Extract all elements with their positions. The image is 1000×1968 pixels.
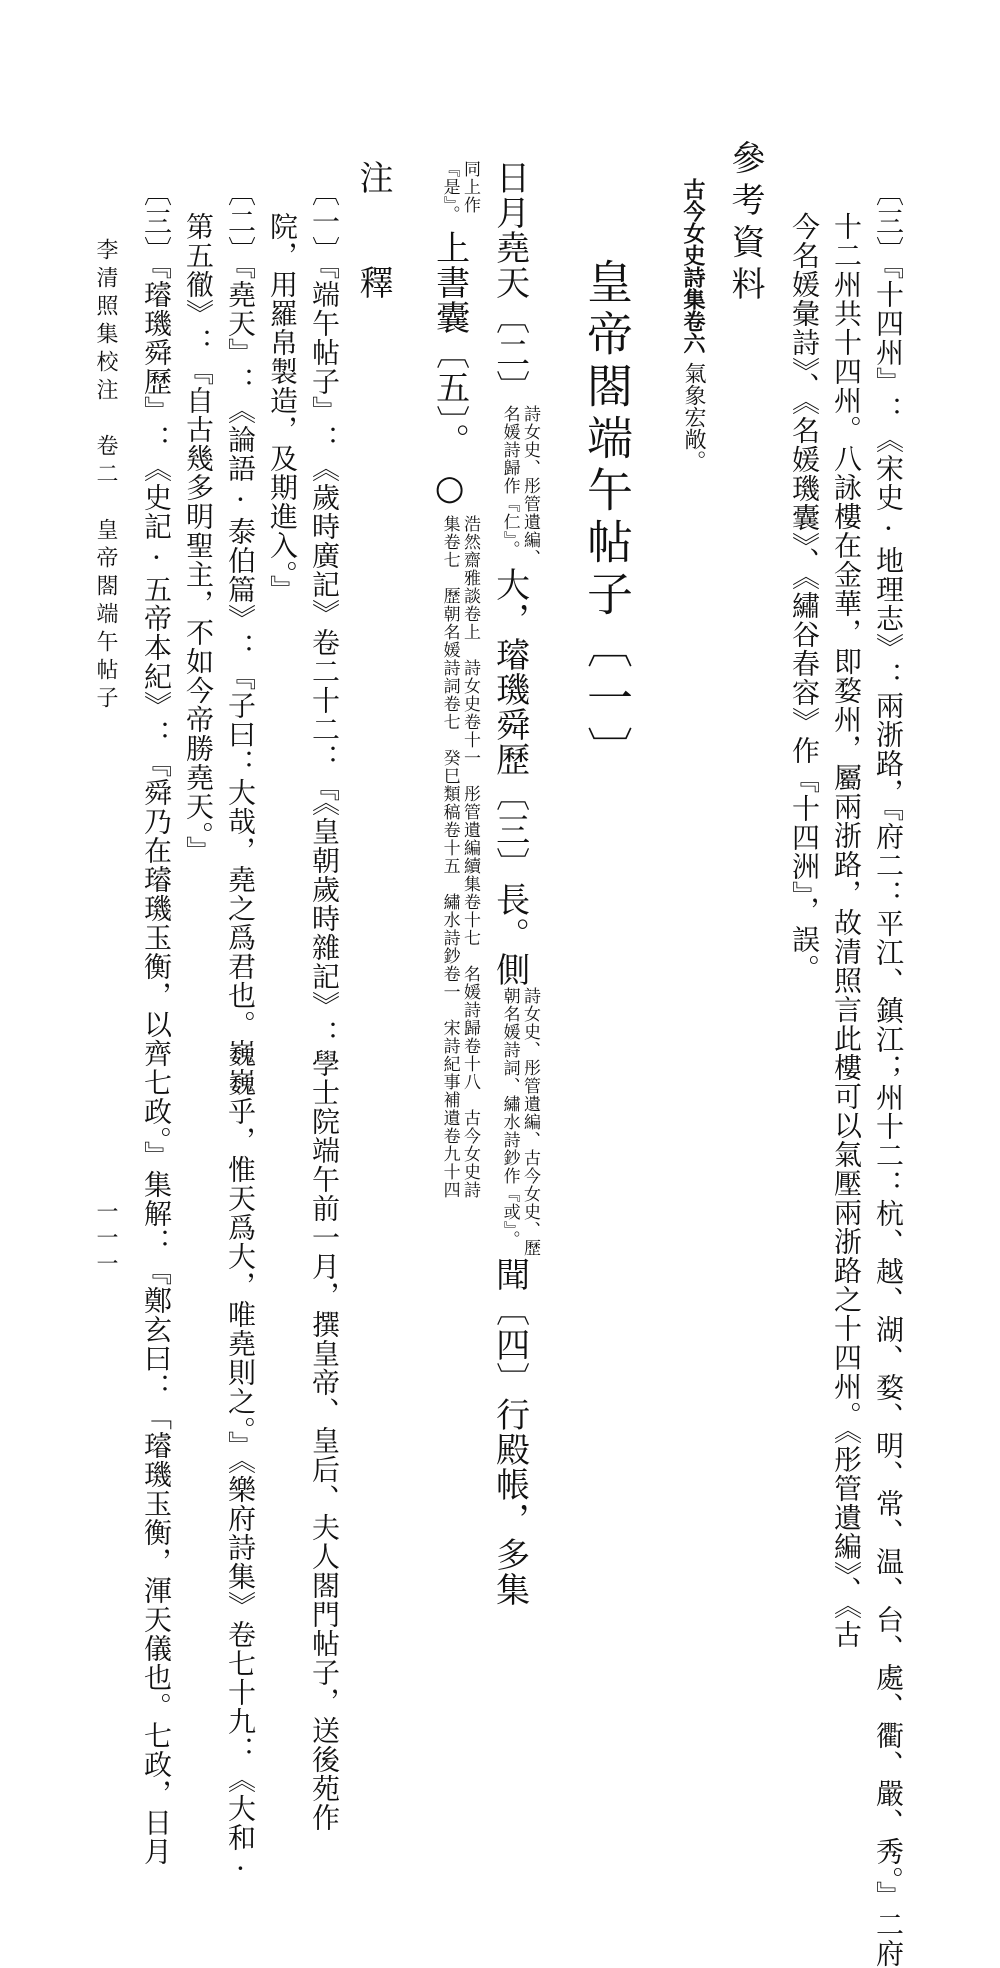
poem-line2-main: 上書囊〔五〕。	[429, 229, 470, 458]
poem-line2-sources: 浩然齋雅談卷上 詩女史卷十一 彤管遺編續集卷十七 名媛詩歸卷十八 古今女史詩 集卷七 歷朝名媛詩詞卷七 癸巳類稿卷十五 繡水詩鈔卷一 宋詩紀事補遺卷九十四	[439, 514, 480, 1199]
ref-source	[682, 178, 704, 472]
note3-col1: 〔三〕『璿璣舜歷』：《史記·五帝本紀》：『舜乃在璿璣玉衡，以齊七政。』集解：『鄭玄曰：「璿璣玉衡，渾天儀也。七政，日月	[140, 178, 173, 1866]
ref-source-comment: 氣象宏敞。	[681, 362, 706, 472]
page-number: 一一一	[93, 1200, 118, 1278]
note1-col1: 〔一〕『端午帖子』：《歲時廣記》卷二十二：『《皇朝歲時雜記》：學士院端午前一月，撰皇帝、皇后、夫人閤門帖子，送後苑作	[308, 178, 341, 1832]
poem-line1-note: 詩女史、彤管遺編、 名媛詩歸作『仁』。	[499, 405, 540, 567]
poem-line1-main: 日月堯天〔二〕	[489, 160, 530, 405]
ref-note3-col3: 今名媛彙詩》、《名媛璣囊》、《繡谷春容》作『十四洲』，誤。	[788, 212, 821, 983]
poem-line2-note-head: 同上作 『是』。	[439, 160, 480, 224]
ref-source-book: 古今女史詩集卷六	[680, 178, 706, 354]
note2-col1: 〔二〕『堯天』：《論語·泰伯篇》：『子曰：大哉，堯之爲君也。巍巍乎，惟天爲大，唯堯則之。』《樂府詩集》卷七十九：《大和·	[224, 178, 257, 1886]
footer-running-title: 李清照集校注 卷二 皇帝閤端午帖子	[93, 238, 118, 714]
ref-note3-col1: 〔三〕『十四州』：《宋史·地理志》：兩浙路，『府二：平江、鎮江；州十二：杭、越、湖、婺、明、常、温、台、處、衢、嚴、秀。』二府	[872, 178, 905, 1968]
ref-heading: 參考資料	[725, 140, 765, 308]
poem-line2-circle: ○	[429, 467, 470, 509]
notes-heading: 注 釋	[353, 160, 393, 300]
poem-line1-note2: 詩女史、彤管遺編、古今女史、歷 朝名媛詩詞、繡水詩鈔作『或』。	[499, 987, 540, 1257]
note1-col2: 院，用羅帛製造，及期進入。』	[266, 212, 299, 604]
note2-col2: 第五徹》：『自古幾多明聖主，不如今帝勝堯天。』	[182, 212, 215, 865]
poem-line1-end: 聞〔四〕行殿帳，多集	[489, 1257, 530, 1607]
ref-note3-col2: 十二州共十四州。八詠樓在金華，即婺州，屬兩浙路，故清照言此樓可以氣壓兩浙路之十四州。《彤管遺編》、《古	[830, 212, 863, 1649]
poem-title: 皇帝閤端午帖子〔一〕	[580, 258, 634, 778]
poem-line1-rest: 大，璿璣舜歷〔三〕長。側	[489, 567, 530, 987]
poem-line1	[489, 160, 540, 1607]
poem-line2	[429, 160, 480, 1199]
